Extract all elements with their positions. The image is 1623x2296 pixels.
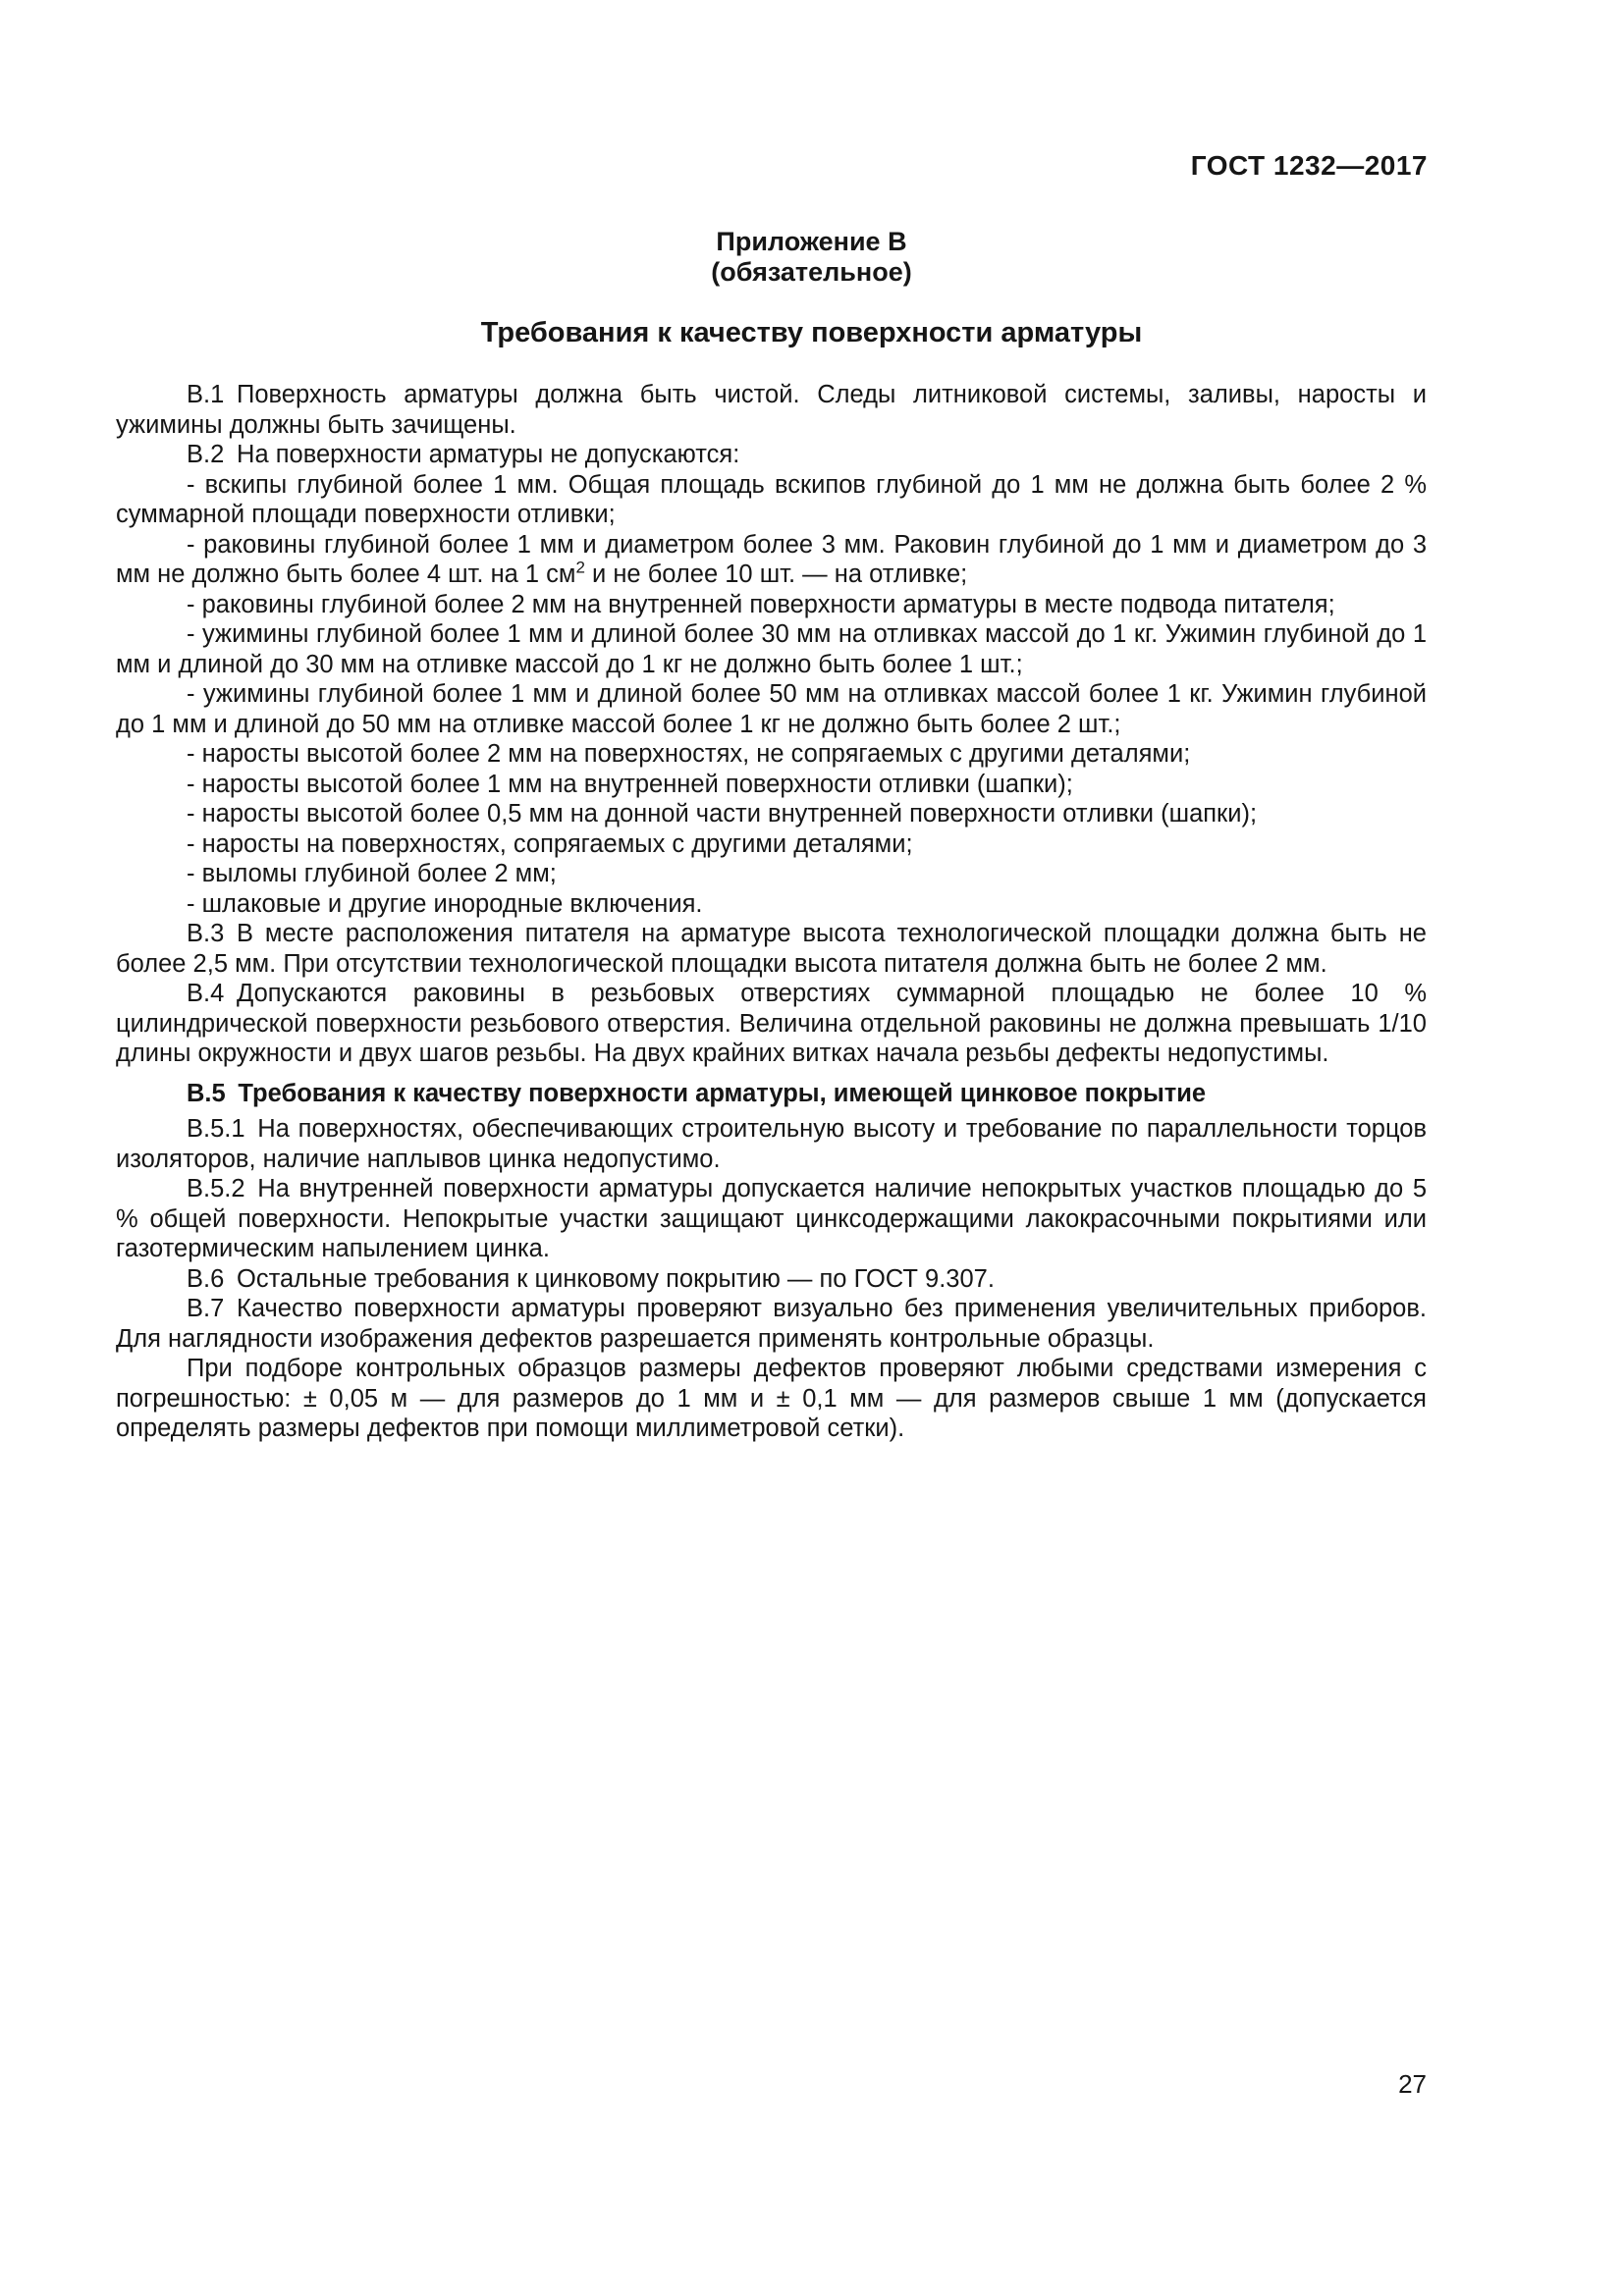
clause-b7: В.7 Качество поверхности арматуры проверяют визуально без применения увеличительных приборов. Для наглядности изображения дефектов разрешается применять контрольные образцы. <box>116 1295 1427 1353</box>
clause-b6: В.6 Остальные требования к цинковому покрытию — по ГОСТ 9.307. <box>187 1264 995 1293</box>
list-item-uzhiminy-2: - ужимины глубиной более 1 мм и длиной более 50 мм на отливках массой более 1 кг. Ужимин глубиной до 1 мм и длиной до 50 мм на отливке массой более 1 кг не должно быть более 2 шт.; <box>116 680 1427 738</box>
clause-b5-subheading: В.5 Требования к качеству поверхности арматуры, имеющей цинковое покрытие <box>187 1079 1207 1107</box>
document-body <box>116 380 1427 1444</box>
superscript-2: 2 <box>575 558 585 577</box>
appendix-label: Приложение В <box>716 227 907 256</box>
list-item-narosty-1: - наросты высотой более 2 мм на поверхностях, не сопрягаемых с другими деталями; <box>187 740 1191 768</box>
clause-b5-1: В.5.1 На поверхностях, обеспечивающих строительную высоту и требование по параллельности торцов изоляторов, наличие наплывов цинка недопустимо. <box>116 1115 1427 1173</box>
clause-b1: В.1 Поверхность арматуры должна быть чистой. Следы литниковой системы, заливы, наросты и ужимины должны быть зачищены. <box>116 381 1427 439</box>
list-item-shlakovye: - шлаковые и другие инородные включения. <box>187 889 703 918</box>
clause-b7-note: При подборе контрольных образцов размеры дефектов проверяют любыми средствами измерения с погрешностью: ± 0,05 м — для размеров до 1 мм и ± 0,1 мм — для размеров свыше 1 мм (допускается определять размеры дефектов при помощи миллиметровой сетки). <box>116 1355 1427 1442</box>
clause-b3: В.3 В месте расположения питателя на арматуре высота технологической площадки должна быть не более 2,5 мм. При отсутствии технологической площадки высота питателя должна быть не более 2 мм. <box>116 920 1427 978</box>
page-number: 27 <box>1398 2069 1427 2099</box>
list-item-rakoviny-1 <box>116 530 1427 590</box>
list-item-rakoviny-2: - раковины глубиной более 2 мм на внутренней поверхности арматуры в месте подвода питателя; <box>187 590 1335 618</box>
page-title: Требования к качеству поверхности арматуры <box>480 317 1143 348</box>
list-item-rakoviny-1-pre: - раковины глубиной более 1 мм и диаметром более 3 мм. Раковин глубиной до 1 мм и диаметром до 3 мм не должно быть более 4 шт. на 1 см <box>116 530 1427 588</box>
clause-b2: В.2 На поверхности арматуры не допускаются: <box>187 441 740 468</box>
appendix-type: (обязательное) <box>711 257 912 287</box>
list-item-rakoviny-1-post: и не более 10 шт. — на отливке; <box>584 561 968 588</box>
list-item-narosty-4: - наросты на поверхностях, сопрягаемых с другими деталями; <box>187 829 913 858</box>
doc-code-header: ГОСТ 1232—2017 <box>1190 150 1428 181</box>
list-item-uzhiminy-1: - ужимины глубиной более 1 мм и длиной более 30 мм на отливках массой до 1 кг. Ужимин глубиной до 1 мм и длиной до 30 мм на отливке массой до 1 кг не должно быть более 1 шт.; <box>116 620 1427 678</box>
front-matter <box>0 227 1623 349</box>
list-item-narosty-2: - наросты высотой более 1 мм на внутренней поверхности отливки (шапки); <box>187 770 1073 798</box>
clause-b4: В.4 Допускаются раковины в резьбовых отверстиях суммарной площадью не более 10 % цилиндрической поверхности резьбового отверстия. Величина отдельной раковины не должна превышать 1/10 длины окружности и двух шагов резьбы. На двух крайних витках начала резьбы дефекты недопустимы. <box>116 980 1427 1067</box>
list-item-vylomy: - выломы глубиной более 2 мм; <box>187 860 557 887</box>
list-item-vskipy: - вскипы глубиной более 1 мм. Общая площадь вскипов глубиной до 1 мм не должна быть более 2 % суммарной площади поверхности отливки; <box>116 470 1427 528</box>
clause-b5-2: В.5.2 На внутренней поверхности арматуры допускается наличие непокрытых участков площадью до 5 % общей поверхности. Непокрытые участки защищают цинксодержащими лакокрасочными покрытиями или газотермическим напылением цинка. <box>116 1175 1427 1262</box>
list-item-narosty-3: - наросты высотой более 0,5 мм на донной части внутренней поверхности отливки (шапки); <box>187 800 1258 828</box>
